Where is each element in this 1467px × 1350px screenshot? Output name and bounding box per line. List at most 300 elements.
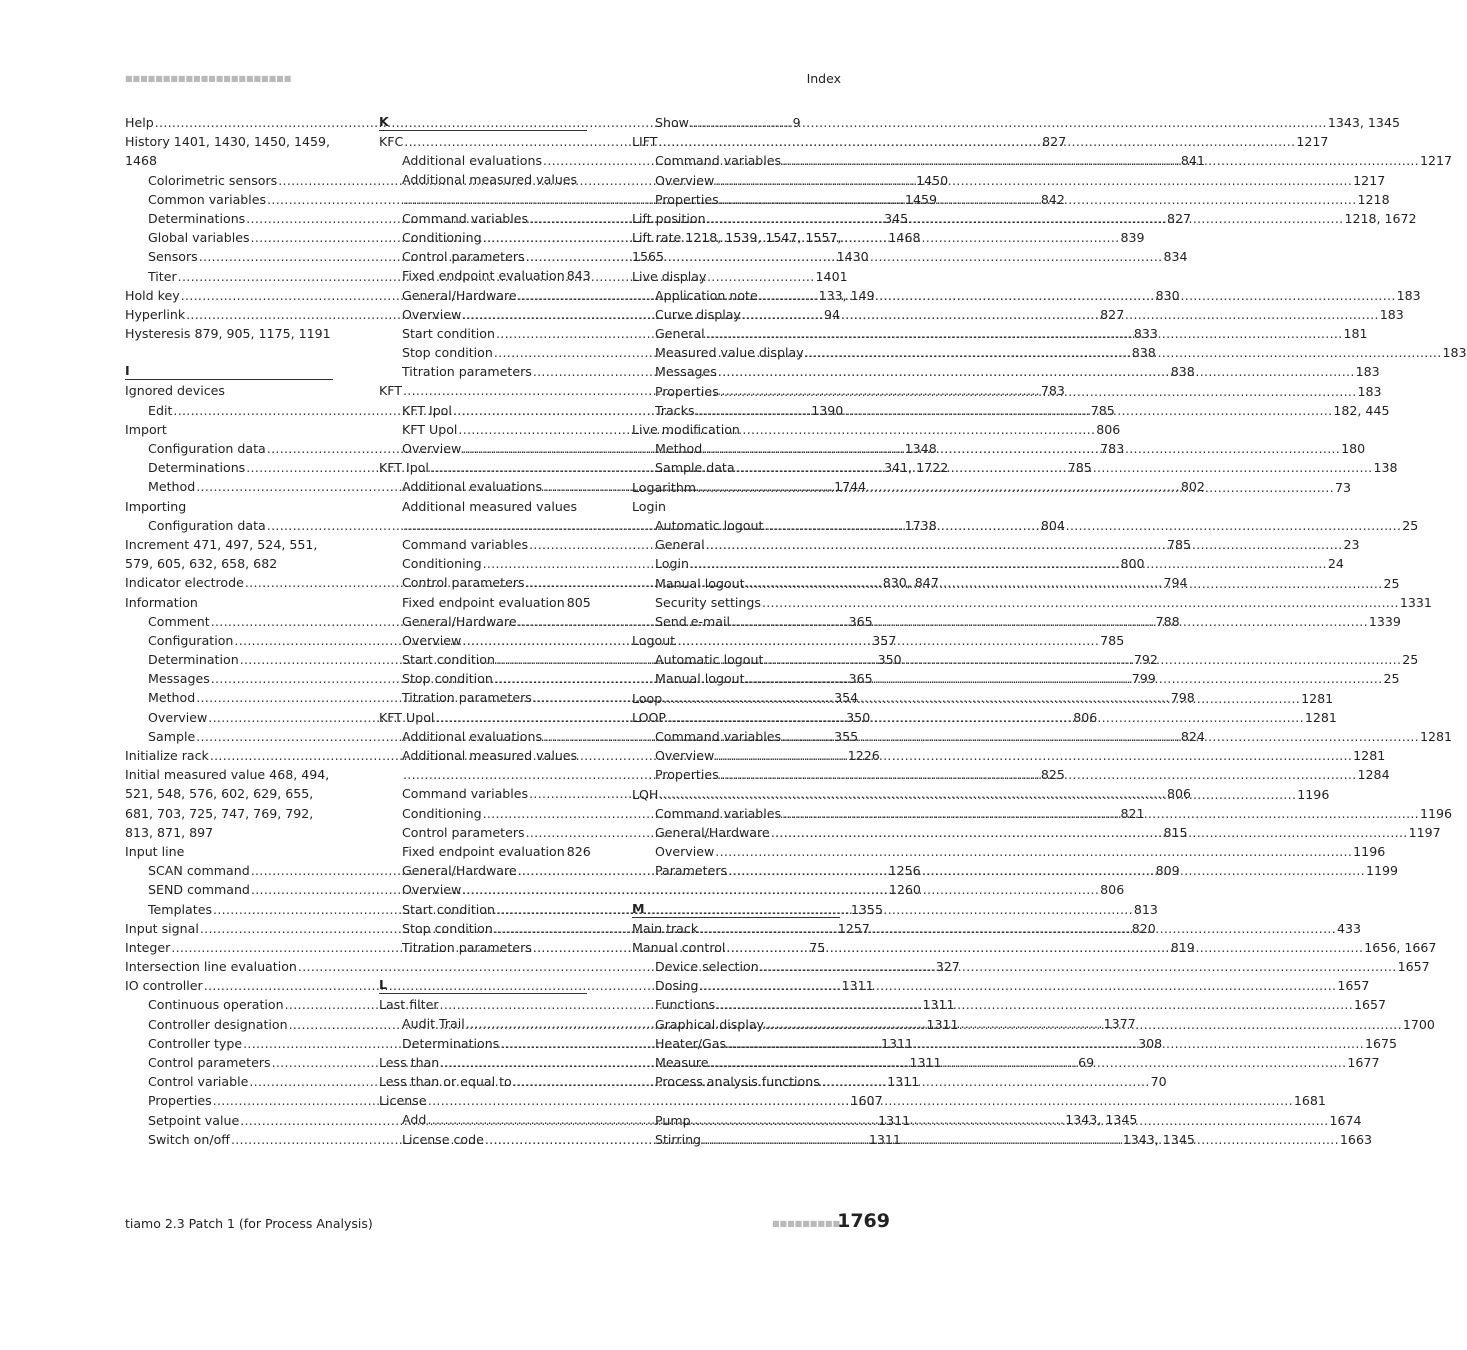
index-term: Titration parameters [402, 939, 532, 955]
index-term: Hyperlink [125, 306, 186, 322]
dot-leader [782, 151, 1419, 170]
page-reference: 350 [877, 652, 902, 668]
index-term: SCAN command [148, 863, 250, 879]
dot-leader [706, 324, 1343, 343]
index-term: Controller designation [148, 1016, 288, 1032]
index-entry [125, 823, 333, 842]
index-term: Automatic logout [655, 517, 764, 533]
footer-decoration: ■■■■■■■■■ [772, 1219, 841, 1228]
index-term: Control variable [148, 1074, 249, 1090]
index-term: Show [655, 115, 689, 130]
dot-leader [690, 554, 1327, 573]
index-term: LOOP [632, 709, 666, 725]
index-term: Importing [125, 498, 187, 514]
index-entry [632, 228, 840, 247]
page-reference: 798 [1170, 690, 1195, 706]
index-term: 1565 [632, 249, 665, 265]
index-term: Overview [655, 844, 715, 860]
page-reference: 794 [1163, 575, 1188, 591]
page-reference: 1281 [1419, 729, 1453, 744]
page-reference: 308 [1138, 1035, 1163, 1051]
index-term: Help [125, 115, 154, 130]
index-term: Method [655, 441, 703, 457]
page-reference: 1700 [1402, 1016, 1435, 1032]
dot-leader [731, 612, 1368, 631]
index-term: Import [125, 421, 167, 437]
page-reference: 785 [1067, 460, 1092, 476]
page-reference: 1217 [1296, 134, 1329, 150]
dot-leader [764, 516, 1401, 535]
page-reference: 843 [566, 268, 591, 284]
index-term: Command variables [655, 805, 782, 821]
footer-product: tiamo 2.3 Patch 1 (for Process Analysis) [125, 1216, 373, 1231]
index-term: Common variables [148, 191, 267, 207]
index-term: Input line [125, 843, 185, 859]
page-reference: 1450 [916, 172, 949, 188]
index-term: Send e-mail [655, 613, 730, 629]
page-reference: 1218 [1357, 191, 1390, 207]
index-term: Conditioning [402, 229, 482, 245]
page-reference: 327 [935, 959, 960, 975]
page-reference: 839 [1120, 229, 1145, 245]
page-reference: 1377 [1103, 1016, 1136, 1032]
dot-leader [746, 669, 1383, 688]
dot-leader [720, 382, 1357, 401]
index-term: Overview [655, 748, 715, 764]
index-term: Logarithm [632, 479, 697, 495]
page-reference: 827 [1100, 306, 1125, 322]
page-reference: 1459 [904, 191, 938, 207]
index-term: Measure [655, 1055, 709, 1070]
index-term: Command variables [402, 536, 529, 552]
page-reference: 806 [1100, 882, 1125, 898]
index-term: Stirring [655, 1131, 702, 1147]
dot-leader [710, 1053, 1347, 1072]
page-reference: 357 [872, 632, 897, 648]
dot-leader [667, 708, 1304, 727]
index-subentry [379, 497, 587, 516]
page-reference: 1430 [836, 249, 869, 265]
index-term: KFT Ipol [379, 460, 429, 476]
page-reference: 809 [1155, 863, 1180, 879]
page-reference: 75 [809, 939, 826, 955]
index-term: Sensors [148, 249, 198, 265]
page-reference: 830, 847 [882, 575, 939, 591]
page-reference: 138 [1373, 460, 1398, 476]
dot-leader [746, 574, 1383, 593]
page-reference: 365 [848, 613, 873, 629]
page-reference: 1355 [850, 901, 883, 917]
index-term: 1468 [125, 153, 158, 169]
dot-leader [706, 535, 1343, 554]
page-reference: 1284 [1357, 767, 1390, 783]
page-reference: 785 [1100, 632, 1125, 648]
index-subentry [379, 266, 591, 285]
page-reference: 183 [1379, 306, 1404, 322]
page-reference: 806 [1096, 421, 1121, 437]
page-reference: 1311 [887, 1074, 920, 1090]
page-reference: 433 [1337, 920, 1362, 936]
index-term: LQH [632, 786, 659, 802]
page-reference: 820 [1131, 920, 1156, 936]
page-reference: 181 [1343, 326, 1368, 342]
index-subentry [632, 842, 1386, 861]
dot-leader [728, 861, 1365, 880]
page-reference: 834 [1163, 249, 1188, 265]
index-term: Configuration data [148, 517, 266, 533]
index-term: Loop [632, 690, 663, 706]
page-reference: 833 [1133, 325, 1158, 341]
index-term: Lift position [632, 210, 706, 226]
index-term: Properties [655, 767, 719, 783]
page-reference: 341, 1722 [884, 460, 949, 476]
index-term: Command variables [402, 210, 529, 226]
index-term: Method [148, 479, 196, 495]
index-term: Overview [402, 306, 462, 322]
page-reference: 1657 [1354, 997, 1387, 1013]
dot-leader [727, 1034, 1364, 1053]
index-term: IO controller [125, 978, 203, 994]
index-term: Hysteresis 879, 905, 1175, 1191 [125, 326, 331, 342]
index-term: Determination [148, 652, 239, 668]
page-reference: 1311 [841, 978, 874, 994]
page-reference: 819 [1170, 939, 1195, 955]
dot-leader [690, 113, 1327, 132]
index-term: Fixed endpoint evaluation [402, 268, 565, 284]
page-reference: 838 [1170, 364, 1195, 380]
dot-leader [703, 439, 1340, 458]
index-entry [632, 497, 840, 516]
index-term: 681, 703, 725, 747, 769, 792, [125, 805, 314, 821]
index-term: Overview [655, 172, 715, 188]
index-term: Initialize rack [125, 748, 209, 763]
dot-leader [805, 343, 1442, 362]
index-term: Command variables [655, 729, 782, 744]
index-term: Live modification [632, 422, 740, 437]
page-reference: 345 [884, 210, 909, 226]
dot-leader [699, 919, 1336, 938]
index-entry [125, 381, 333, 400]
page-reference: 1218, 1672 [1344, 210, 1417, 226]
index-term: Titration parameters [402, 364, 532, 380]
index-term: License [379, 1093, 427, 1109]
index-term: Additional measured values [402, 498, 578, 514]
page-reference: 1217 [1419, 153, 1453, 169]
index-term: Method [148, 690, 196, 706]
page-reference: 1343, 1345 [1065, 1112, 1138, 1128]
page-reference: 830 [1155, 287, 1180, 303]
index-term: Control parameters [402, 249, 525, 265]
page-reference: 821 [1120, 805, 1145, 821]
index-entry [125, 554, 333, 573]
page-reference: 70 [1150, 1074, 1167, 1089]
page-reference: 1681 [1293, 1093, 1326, 1109]
page-reference: 1390 [811, 402, 844, 418]
page-reference: 804 [1040, 517, 1065, 533]
index-term: Configuration data [148, 441, 266, 456]
page-reference: 1281 [1301, 690, 1334, 706]
page-reference: 354 [834, 690, 859, 706]
page-reference: 1663 [1339, 1131, 1372, 1147]
index-term: Initial measured value 468, 494, [125, 767, 330, 783]
page-reference: 842 [1040, 191, 1065, 207]
page-reference: 788 [1155, 613, 1180, 629]
index-term: Increment 471, 497, 524, 551, [125, 536, 318, 552]
page-reference: 1343, 1345 [1122, 1131, 1195, 1147]
index-term: Dosing [655, 978, 699, 994]
index-term: Live display [632, 268, 707, 284]
index-subentry [379, 842, 591, 861]
index-entry [632, 631, 840, 650]
index-entry [125, 535, 333, 554]
index-term: SEND command [148, 882, 250, 898]
index-term: Indicator electrode [125, 575, 244, 591]
index-term: KFT Upol [402, 421, 458, 437]
page-reference: 785 [1090, 402, 1115, 418]
page-reference: 94 [824, 306, 841, 322]
page-reference: 25 [1383, 671, 1400, 687]
index-term: Measured value display [655, 345, 804, 361]
index-term: Edit [148, 402, 173, 418]
index-term: KFT Upol [379, 709, 435, 725]
page-reference: 1311 [880, 1035, 914, 1051]
page-reference: 806 [1166, 786, 1192, 802]
index-term: Less than [379, 1054, 440, 1070]
dot-leader [715, 171, 1352, 190]
dot-leader [771, 823, 1408, 842]
index-term: Determinations [148, 460, 246, 476]
index-term: Controller type [148, 1035, 243, 1051]
index-letter-heading: L [379, 976, 587, 994]
header-title: Index [806, 71, 841, 86]
page-reference: 802 [1180, 479, 1205, 495]
index-term: Security settings [655, 594, 761, 610]
index-letter-heading: M [632, 900, 840, 918]
dot-leader [656, 1091, 1293, 1110]
index-term: Overview [402, 882, 462, 898]
index-term: General/Hardware [402, 863, 517, 879]
index-term: 521, 548, 576, 602, 629, 655, [125, 786, 314, 802]
index-term: Logout [632, 633, 676, 649]
page-reference: 1196 [1297, 786, 1330, 802]
index-term: Start condition [402, 901, 495, 917]
index-subentry [632, 113, 1400, 132]
page-reference: 1311 [922, 997, 955, 1013]
page-reference: 1256 [888, 863, 921, 879]
page-reference: 1196 [1353, 844, 1386, 860]
index-entry [125, 842, 333, 861]
page-reference: 1468 [888, 230, 921, 246]
index-term: KFC [379, 134, 404, 149]
index-term: Add [402, 1112, 427, 1128]
index-entry [125, 151, 333, 170]
dot-leader [716, 995, 1353, 1014]
dot-leader [782, 727, 1419, 746]
dot-leader [715, 842, 1352, 861]
index-term: Conditioning [402, 805, 482, 821]
page-reference: 1260 [888, 882, 921, 898]
page-reference: 1217 [1353, 172, 1386, 188]
index-term: Titer [148, 268, 177, 284]
page-reference: 183 [1442, 345, 1467, 361]
dot-leader [782, 804, 1419, 823]
page-reference: 800 [1120, 556, 1145, 572]
page-reference: 24 [1327, 556, 1344, 572]
index-term: Stop condition [402, 671, 493, 687]
index-entry [125, 497, 333, 516]
dot-leader [736, 458, 1373, 477]
index-term: Device selection [655, 959, 759, 975]
index-subentry [632, 1072, 840, 1091]
index-term: Additional measured values [402, 172, 578, 188]
index-entry [379, 995, 587, 1014]
page-reference: 1744 [834, 479, 867, 495]
index-term: General/Hardware [402, 287, 517, 303]
dot-leader [699, 976, 1336, 995]
page-reference: 1331 [1399, 594, 1432, 610]
index-term: Ignored devices [125, 383, 225, 399]
dot-leader [726, 938, 1363, 957]
index-term: Fixed endpoint evaluation [402, 594, 565, 610]
index-term: General [655, 537, 705, 553]
page-reference: 1339 [1368, 613, 1401, 629]
index-term: Information [125, 594, 198, 610]
section-spacer [379, 957, 587, 976]
index-term: Switch on/off [148, 1131, 230, 1147]
page-reference: 9 [792, 115, 801, 130]
page-reference: 350 [846, 709, 871, 725]
page-reference: 1199 [1365, 863, 1399, 879]
index-entry [379, 1091, 587, 1110]
page-reference: 824 [1180, 728, 1205, 744]
index-term: Command variables [402, 786, 529, 802]
page-reference: 1311 [909, 1055, 942, 1070]
index-term: 579, 605, 632, 658, 682 [125, 556, 278, 572]
page-reference: 838 [1131, 345, 1156, 361]
index-term: Colorimetric sensors [148, 172, 278, 188]
index-entry [632, 267, 840, 286]
page-reference: 1657 [1397, 959, 1430, 975]
index-term: Properties [655, 191, 719, 207]
index-term: Last filter [379, 997, 439, 1013]
index-subentry [632, 593, 1432, 612]
dot-leader [764, 650, 1401, 669]
index-term: Command variables [655, 153, 782, 169]
page-reference: 783 [1100, 441, 1125, 456]
index-term: Manual logout [655, 575, 745, 591]
page-number: 1769 [837, 1210, 890, 1232]
dot-leader [526, 247, 1163, 266]
index-term: Determinations [402, 1035, 500, 1051]
page-reference: 1257 [837, 920, 870, 936]
index-term: Properties [655, 383, 719, 399]
page-reference: 1226 [847, 748, 880, 763]
index-term: Configuration [148, 632, 234, 648]
page-reference: 25 [1402, 652, 1419, 668]
index-term: Messages [655, 364, 717, 380]
index-term: Comment [148, 613, 210, 629]
index-term: Heater/Gas [655, 1035, 727, 1051]
page-reference: 1348 [904, 441, 937, 456]
page-reference: 182, 445 [1333, 402, 1390, 418]
index-term: Additional evaluations [402, 479, 543, 495]
index-term: Stop condition [402, 345, 493, 361]
index-term: Less than or equal to [379, 1074, 512, 1089]
index-entry [125, 765, 333, 784]
index-term: Titration parameters [402, 690, 532, 706]
index-term: Integer [125, 939, 171, 955]
index-entry [632, 247, 840, 266]
index-term: Properties [148, 1093, 212, 1109]
page-reference: 805 [566, 594, 591, 610]
page-reference: 1281 [1304, 709, 1337, 725]
index-term: Templates [148, 901, 213, 917]
index-term: KFT [379, 383, 402, 399]
index-term: Sample data [655, 460, 735, 476]
index-term: Global variables [148, 230, 250, 246]
dot-leader [658, 132, 1295, 151]
dot-leader [663, 689, 1300, 708]
index-term: LIFT [632, 134, 658, 150]
index-term: History 1401, 1430, 1450, 1459, [125, 134, 331, 150]
dot-leader [762, 593, 1399, 612]
index-letter-heading: I [125, 362, 333, 380]
index-subentry [379, 170, 587, 189]
index-term: Parameters [655, 863, 728, 879]
index-term: Continuous operation [148, 997, 284, 1013]
page-reference: 799 [1131, 671, 1156, 687]
index-term: General [655, 326, 705, 342]
index-term: General/Hardware [655, 824, 770, 840]
index-term: Additional measured values [402, 748, 578, 763]
page-reference: 1311 [878, 1112, 911, 1128]
index-entry [125, 593, 333, 612]
index-term: Lift rate 1218, 1539, 1547, 1557, [632, 230, 842, 246]
dot-leader [707, 209, 1344, 228]
index-entry [632, 420, 840, 439]
index-term: Audit Trail [402, 1016, 465, 1032]
page-reference: 1674 [1329, 1112, 1362, 1128]
page-reference: 826 [566, 843, 591, 859]
index-subentry [379, 746, 587, 765]
index-term: Intersection line evaluation [125, 959, 297, 975]
page-reference: 1197 [1408, 824, 1441, 840]
index-term: Fixed endpoint evaluation [402, 843, 565, 859]
index-term: Overview [148, 709, 208, 725]
dot-leader [759, 286, 1396, 305]
page-reference: 25 [1383, 575, 1400, 591]
page-reference: 365 [848, 671, 873, 687]
page-reference: 69 [1078, 1054, 1095, 1070]
index-term: Curve display [655, 306, 741, 322]
page-reference: 827 [1166, 210, 1192, 226]
index-term: Control parameters [148, 1055, 271, 1070]
dot-leader [715, 746, 1352, 765]
page-reference: 1311 [868, 1131, 901, 1147]
index-term: Setpoint value [148, 1112, 240, 1128]
index-term: Tracks [655, 402, 695, 418]
index-term: Hold key [125, 287, 180, 303]
page-reference: 1196 [1419, 805, 1453, 821]
index-term: Manual logout [655, 671, 745, 687]
index-term: Sample [148, 728, 196, 744]
page-reference: 792 [1133, 652, 1158, 668]
page-reference: 180 [1341, 441, 1366, 457]
index-term: Overview [402, 441, 462, 456]
section-spacer [632, 881, 840, 900]
dot-leader [696, 401, 1333, 420]
page-reference: 1607 [850, 1093, 883, 1109]
